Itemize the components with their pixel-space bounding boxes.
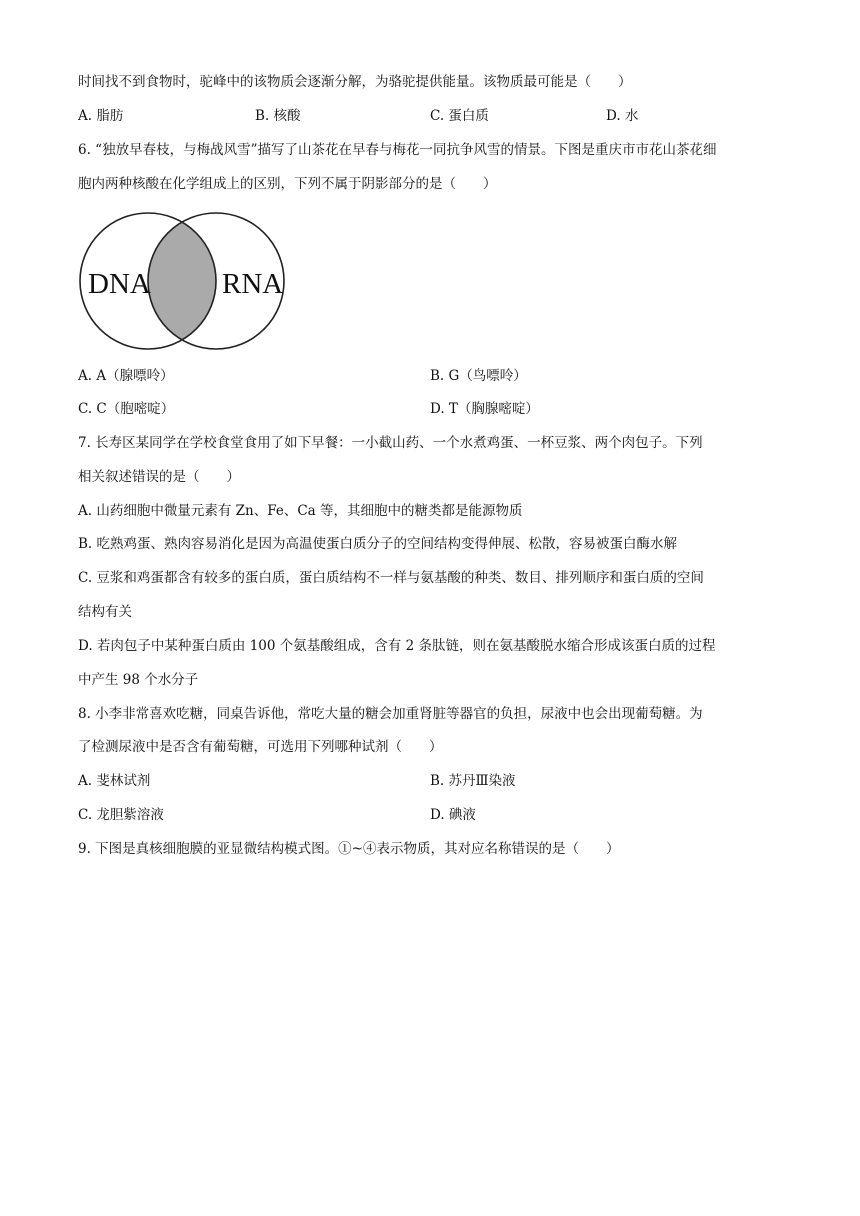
q8-option-c: C. 龙胆紫溶液 xyxy=(78,807,164,823)
venn-label-rna: RNA xyxy=(222,268,284,300)
q9-stem: 9. 下图是真核细胞膜的亚显微结构模式图。①~④表示物质，其对应名称错误的是（ ） xyxy=(78,841,620,857)
q7-option-d-line1: D. 若肉包子中某种蛋白质由 100 个氨基酸组成，含有 2 条肽链，则在氨基酸脱水缩合形成该蛋白质的过程 xyxy=(78,638,716,654)
q6-option-c: C. C（胞嘧啶） xyxy=(78,401,175,417)
q7-option-c-line1: C. 豆浆和鸡蛋都含有较多的蛋白质，蛋白质结构不一样与氨基酸的种类、数目、排列顺序和蛋白质的空间 xyxy=(78,570,704,586)
q7-option-b: B. 吃熟鸡蛋、熟肉容易消化是因为高温使蛋白质分子的空间结构变得伸展、松散，容易被蛋白酶水解 xyxy=(78,536,678,552)
q5-option-a: A. 脂肪 xyxy=(78,108,124,124)
venn-diagram xyxy=(76,210,296,352)
q8-option-d: D. 碘液 xyxy=(430,807,476,823)
q6-stem-line1: 6. “独放早春枝，与梅战风雪”描写了山茶花在早春与梅花一同抗争风雪的情景。下图是重庆市市花山茶花细 xyxy=(78,142,717,158)
q6-option-d: D. T（胸腺嘧啶） xyxy=(430,401,539,417)
q8-stem-line1: 8. 小李非常喜欢吃糖，同桌告诉他，常吃大量的糖会加重肾脏等器官的负担，尿液中也会出现葡萄糖。为 xyxy=(78,706,703,722)
q6-stem-line2: 胞内两种核酸在化学组成上的区别，下列不属于阴影部分的是（ ） xyxy=(78,176,497,192)
q5-option-b: B. 核酸 xyxy=(255,108,301,124)
q5-option-c: C. 蛋白质 xyxy=(430,108,489,124)
q8-option-b: B. 苏丹Ⅲ染液 xyxy=(430,773,516,789)
q7-option-a: A. 山药细胞中微量元素有 Zn、Fe、Ca 等，其细胞中的糖类都是能源物质 xyxy=(78,503,523,519)
q7-option-c-line2: 结构有关 xyxy=(78,604,132,620)
q6-option-a: A. A（腺嘌呤） xyxy=(78,368,174,384)
q7-stem-line2: 相关叙述错误的是（ ） xyxy=(78,469,240,485)
venn-label-dna: DNA xyxy=(88,268,151,300)
q8-stem-line2: 了检测尿液中是否含有葡萄糖，可选用下列哪种试剂（ ） xyxy=(78,739,443,755)
q6-option-b: B. G（鸟嘌呤） xyxy=(430,368,527,384)
q5-stem-tail: 时间找不到食物时，驼峰中的该物质会逐渐分解，为骆驼提供能量。该物质最可能是（ ） xyxy=(78,74,632,90)
q8-option-a: A. 斐林试剂 xyxy=(78,773,151,789)
q7-option-d-line2: 中产生 98 个水分子 xyxy=(78,672,199,688)
q7-stem-line1: 7. 长寿区某同学在学校食堂食用了如下早餐：一小截山药、一个水煮鸡蛋、一杯豆浆、两个肉包子。下列 xyxy=(78,435,703,451)
q5-option-d: D. 水 xyxy=(606,108,639,124)
